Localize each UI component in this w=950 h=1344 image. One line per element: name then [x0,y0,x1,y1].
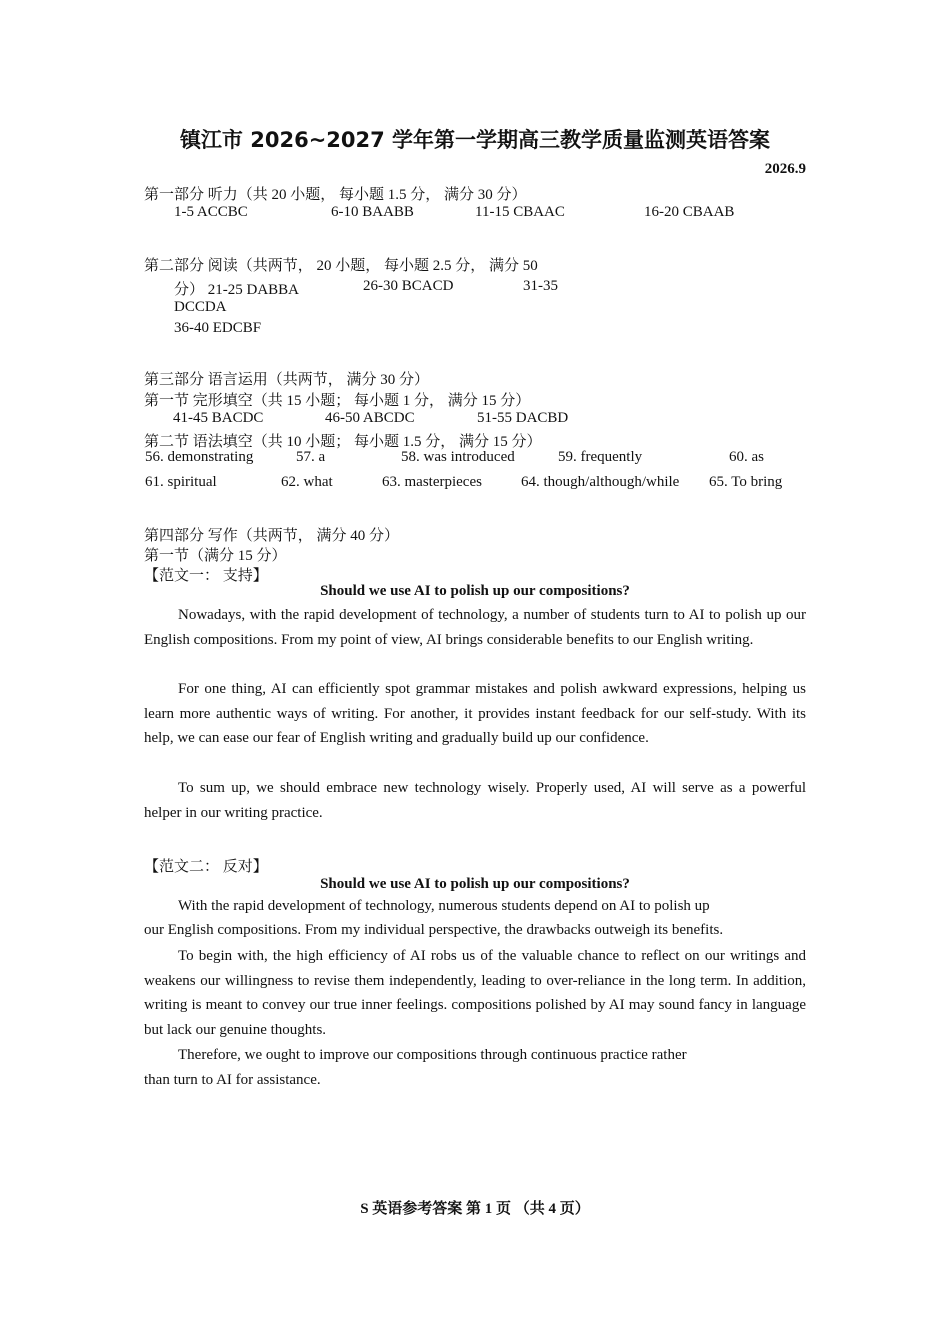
grammar-answer: 62. what [281,474,333,490]
sample1-paragraph: For one thing, AI can efficiently spot grammar mistakes and polish awkward expressions, helping us learn more authentic ways of writing. For another, it provides instant feedback for our self-study. With its help, we can ease our fear of English writing and gradually build up our confidence. [144,681,806,746]
grammar-answer: 58. was introduced [401,449,515,465]
sample2-paragraph-line: With the rapid development of technology, numerous students depend on AI to polish up [178,898,710,914]
sample2-paragraph-line: Therefore, we ought to improve our compositions through continuous practice rather [178,1047,687,1063]
answer-group: 51-55 DACBD [477,410,569,426]
part4-section1-heading: 第一节（满分 15 分） [144,548,287,564]
part3-section2-heading: 第二节 语法填空（共 10 小题； 每小题 1.5 分， 满分 15 分） [144,434,542,450]
grammar-answer: 60. as [729,449,764,465]
answer-group: 6-10 BAABB [331,204,414,220]
grammar-answer: 56. demonstrating [145,449,254,465]
answer-group: 26-30 BCACD [363,278,454,294]
sample1-paragraph: Nowadays, with the rapid development of technology, a number of students turn to AI to polish up our English compositions. From my point of view, AI brings considerable benefits to our English writing. [144,607,806,648]
grammar-answer: 64. though/although/while [521,474,680,490]
sample1-title: Should we use AI to polish up our compositions? [320,583,630,599]
grammar-answer: 65. To bring [709,474,783,490]
sample1-label: 【范文一： 支持】 [144,568,268,584]
grammar-answer: 57. a [296,449,326,465]
part4-heading: 第四部分 写作（共两节， 满分 40 分） [144,528,400,544]
page-title: 镇江市 2026~2027 学年第一学期高三教学质量监测英语答案 [179,128,771,152]
part1-heading: 第一部分 听力（共 20 小题， 每小题 1.5 分， 满分 30 分） [144,187,527,203]
part2-heading: 第二部分 阅读（共两节， 20 小题， 每小题 2.5 分， 满分 50 [144,258,538,274]
sample2-paragraph: To begin with, the high efficiency of AI robs us of the valuable chance to reflect on our writings and weakens our willingness to revise them independently, leading to over-reliance in the long term. In addition, writing is meant to convey our true inner feelings. compositions polished by AI may sound fancy in language but lack our genuine thoughts. [144,948,806,1038]
answer-group: 16-20 CBAAB [644,204,735,220]
grammar-answer: 59. frequently [558,449,643,465]
exam-date: 2026.9 [764,161,806,177]
sample2-paragraph-line: than turn to AI for assistance. [144,1072,321,1088]
part3-heading: 第三部分 语言运用（共两节， 满分 30 分） [144,372,430,388]
part2-heading-cont: 分） 21-25 DABBA [174,282,300,298]
answer-group: 46-50 ABCDC [325,410,415,426]
grammar-answer: 61. spiritual [145,474,217,490]
part3-section1-heading: 第一节 完形填空（共 15 小题； 每小题 1 分， 满分 15 分） [144,393,531,409]
sample2-title: Should we use AI to polish up our compositions? [320,876,630,892]
sample2-label: 【范文二： 反对】 [144,859,268,875]
answer-group: DCCDA [174,299,227,315]
answer-group: 11-15 CBAAC [475,204,565,220]
answer-group: 36-40 EDCBF [174,320,262,336]
answer-group: 41-45 BACDC [173,410,264,426]
page-footer: S 英语参考答案 第 1 页 （共 4 页） [360,1201,590,1217]
grammar-answer: 63. masterpieces [382,474,482,490]
sample1-paragraph: To sum up, we should embrace new technology wisely. Properly used, AI will serve as a powerful helper in our writing practice. [144,780,806,821]
answer-group: 31-35 [523,278,558,294]
sample2-paragraph-line: our English compositions. From my individual perspective, the drawbacks outweigh its benefits. [144,922,724,938]
answer-group: 1-5 ACCBC [174,204,248,220]
